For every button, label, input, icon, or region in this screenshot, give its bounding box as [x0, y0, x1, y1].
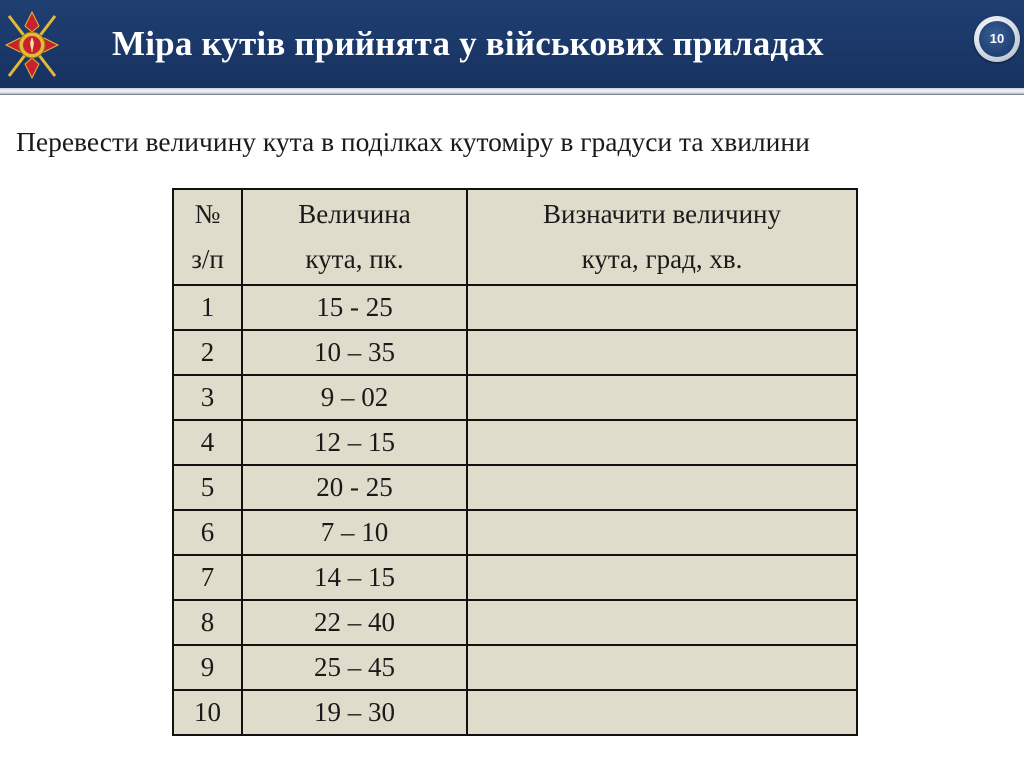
row-value: 9 – 02: [242, 375, 467, 420]
slide-title: Міра кутів прийнята у військових приладах: [112, 24, 824, 63]
page-number: 10: [979, 21, 1015, 57]
row-answer: [467, 555, 857, 600]
instruction-text: Перевести величину кута в поділках кутоміру в градуси та хвилини: [16, 126, 810, 157]
row-value: 14 – 15: [242, 555, 467, 600]
header-value: [242, 189, 467, 285]
row-answer: [467, 690, 857, 735]
table-row: [173, 555, 857, 600]
row-num: 10: [173, 690, 242, 735]
row-answer: [467, 285, 857, 330]
table-row: [173, 510, 857, 555]
table-row: [173, 330, 857, 375]
table-row: [173, 420, 857, 465]
row-answer: [467, 420, 857, 465]
row-num: 5: [173, 465, 242, 510]
row-answer: [467, 600, 857, 645]
header-answer: [467, 189, 857, 285]
row-value: 7 – 10: [242, 510, 467, 555]
row-answer: [467, 375, 857, 420]
table-row: [173, 285, 857, 330]
table-header-row: [173, 189, 857, 285]
header-answer-line1: Визначити величину: [543, 199, 781, 229]
table-row: [173, 645, 857, 690]
row-value: 22 – 40: [242, 600, 467, 645]
row-answer: [467, 330, 857, 375]
header-num: [173, 189, 242, 285]
military-emblem-icon: [3, 6, 61, 84]
row-num: 9: [173, 645, 242, 690]
header-divider: [0, 88, 1024, 95]
row-num: 7: [173, 555, 242, 600]
table-row: [173, 465, 857, 510]
header-num-line1: №: [194, 199, 221, 229]
header-num-line2: з/п: [191, 244, 224, 274]
row-num: 8: [173, 600, 242, 645]
row-value: 10 – 35: [242, 330, 467, 375]
row-num: 4: [173, 420, 242, 465]
slide-header: [0, 0, 1024, 89]
row-answer: [467, 645, 857, 690]
table-row: [173, 375, 857, 420]
header-value-line2: кута, пк.: [305, 244, 404, 274]
row-num: 6: [173, 510, 242, 555]
row-num: 3: [173, 375, 242, 420]
row-value: 25 – 45: [242, 645, 467, 690]
row-value: 12 – 15: [242, 420, 467, 465]
table-row: [173, 690, 857, 735]
angles-table: [172, 188, 858, 736]
row-value: 20 - 25: [242, 465, 467, 510]
header-value-line1: Величина: [298, 199, 411, 229]
row-num: 2: [173, 330, 242, 375]
row-value: 15 - 25: [242, 285, 467, 330]
table-row: [173, 600, 857, 645]
header-answer-line2: кута, град, хв.: [581, 244, 743, 274]
row-num: 1: [173, 285, 242, 330]
row-answer: [467, 510, 857, 555]
row-value: 19 – 30: [242, 690, 467, 735]
row-answer: [467, 465, 857, 510]
page-number-badge: [974, 16, 1020, 62]
